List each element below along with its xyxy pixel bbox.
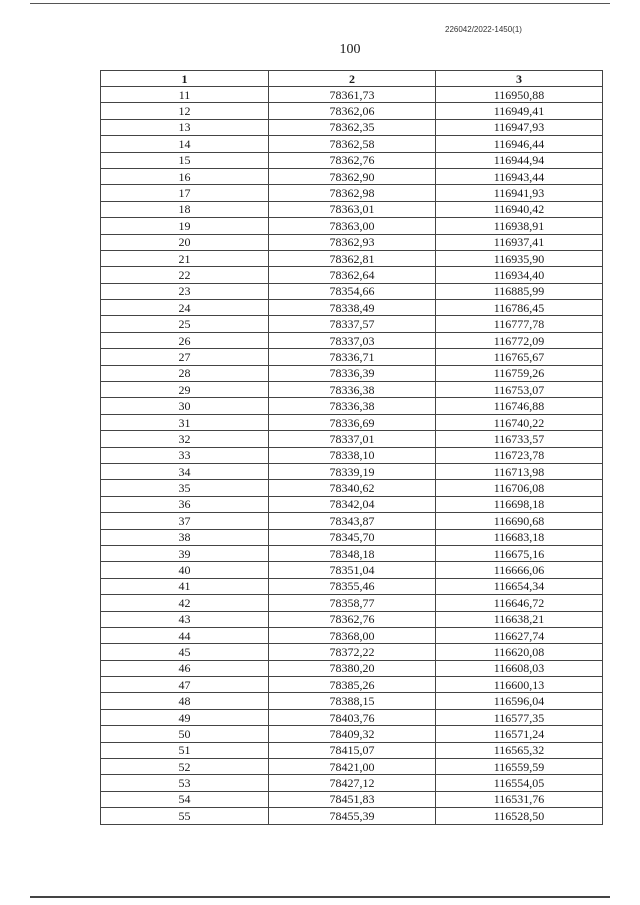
top-rule [30,3,610,4]
x-coordinate-cell: 78362,81 [269,250,436,266]
y-coordinate-cell: 116600,13 [436,677,603,693]
point-number-cell: 12 [101,103,269,119]
table-row [101,218,603,234]
x-coordinate-cell: 78363,01 [269,201,436,217]
x-coordinate-cell: 78358,77 [269,595,436,611]
x-coordinate-cell: 78421,00 [269,759,436,775]
table-row [101,136,603,152]
y-coordinate-cell: 116577,35 [436,709,603,725]
point-number-cell: 32 [101,431,269,447]
table-row [101,791,603,807]
x-coordinate-cell: 78363,00 [269,218,436,234]
point-number-cell: 15 [101,152,269,168]
point-number-cell: 25 [101,316,269,332]
x-coordinate-cell: 78372,22 [269,644,436,660]
column-header: 3 [436,71,603,87]
point-number-cell: 42 [101,595,269,611]
table-row [101,808,603,824]
table-row [101,119,603,135]
y-coordinate-cell: 116675,16 [436,545,603,561]
table-row [101,742,603,758]
y-coordinate-cell: 116638,21 [436,611,603,627]
point-number-cell: 37 [101,513,269,529]
x-coordinate-cell: 78336,38 [269,398,436,414]
x-coordinate-cell: 78380,20 [269,660,436,676]
point-number-cell: 48 [101,693,269,709]
point-number-cell: 38 [101,529,269,545]
y-coordinate-cell: 116943,44 [436,168,603,184]
y-coordinate-cell: 116746,88 [436,398,603,414]
table-row [101,513,603,529]
x-coordinate-cell: 78362,35 [269,119,436,135]
table-row [101,726,603,742]
x-coordinate-cell: 78427,12 [269,775,436,791]
y-coordinate-cell: 116654,34 [436,578,603,594]
y-coordinate-cell: 116559,59 [436,759,603,775]
y-coordinate-cell: 116934,40 [436,267,603,283]
point-number-cell: 13 [101,119,269,135]
table-row [101,201,603,217]
table-row [101,103,603,119]
table-row [101,431,603,447]
x-coordinate-cell: 78385,26 [269,677,436,693]
point-number-cell: 52 [101,759,269,775]
table-row [101,595,603,611]
x-coordinate-cell: 78342,04 [269,496,436,512]
table-row [101,316,603,332]
point-number-cell: 54 [101,791,269,807]
point-number-cell: 50 [101,726,269,742]
table-row [101,332,603,348]
y-coordinate-cell: 116740,22 [436,414,603,430]
y-coordinate-cell: 116723,78 [436,447,603,463]
y-coordinate-cell: 116528,50 [436,808,603,824]
table-row [101,414,603,430]
y-coordinate-cell: 116944,94 [436,152,603,168]
x-coordinate-cell: 78362,06 [269,103,436,119]
x-coordinate-cell: 78338,49 [269,300,436,316]
table-row [101,709,603,725]
y-coordinate-cell: 116777,78 [436,316,603,332]
y-coordinate-cell: 116627,74 [436,627,603,643]
x-coordinate-cell: 78339,19 [269,463,436,479]
table-row [101,398,603,414]
point-number-cell: 43 [101,611,269,627]
table-row [101,168,603,184]
x-coordinate-cell: 78355,46 [269,578,436,594]
point-number-cell: 27 [101,349,269,365]
point-number-cell: 45 [101,644,269,660]
table-row [101,562,603,578]
x-coordinate-cell: 78362,76 [269,611,436,627]
bottom-rule [30,896,610,898]
table-row [101,267,603,283]
x-coordinate-cell: 78336,38 [269,382,436,398]
point-number-cell: 53 [101,775,269,791]
x-coordinate-cell: 78455,39 [269,808,436,824]
y-coordinate-cell: 116941,93 [436,185,603,201]
table-row [101,300,603,316]
x-coordinate-cell: 78337,57 [269,316,436,332]
y-coordinate-cell: 116946,44 [436,136,603,152]
x-coordinate-cell: 78337,01 [269,431,436,447]
table-row [101,644,603,660]
column-header: 1 [101,71,269,87]
point-number-cell: 28 [101,365,269,381]
y-coordinate-cell: 116772,09 [436,332,603,348]
y-coordinate-cell: 116608,03 [436,660,603,676]
point-number-cell: 26 [101,332,269,348]
point-number-cell: 31 [101,414,269,430]
table-row [101,627,603,643]
y-coordinate-cell: 116947,93 [436,119,603,135]
y-coordinate-cell: 116938,91 [436,218,603,234]
y-coordinate-cell: 116950,88 [436,87,603,103]
point-number-cell: 24 [101,300,269,316]
point-number-cell: 11 [101,87,269,103]
table-row [101,775,603,791]
point-number-cell: 17 [101,185,269,201]
table-row [101,611,603,627]
point-number-cell: 51 [101,742,269,758]
y-coordinate-cell: 116759,26 [436,365,603,381]
table-row [101,152,603,168]
point-number-cell: 16 [101,168,269,184]
y-coordinate-cell: 116531,76 [436,791,603,807]
x-coordinate-cell: 78368,00 [269,627,436,643]
x-coordinate-cell: 78362,98 [269,185,436,201]
point-number-cell: 22 [101,267,269,283]
point-number-cell: 46 [101,660,269,676]
point-number-cell: 30 [101,398,269,414]
x-coordinate-cell: 78362,64 [269,267,436,283]
x-coordinate-cell: 78362,93 [269,234,436,250]
point-number-cell: 23 [101,283,269,299]
table-row [101,365,603,381]
y-coordinate-cell: 116666,06 [436,562,603,578]
point-number-cell: 14 [101,136,269,152]
x-coordinate-cell: 78336,39 [269,365,436,381]
y-coordinate-cell: 116733,57 [436,431,603,447]
x-coordinate-cell: 78403,76 [269,709,436,725]
table-row [101,480,603,496]
point-number-cell: 47 [101,677,269,693]
y-coordinate-cell: 116596,04 [436,693,603,709]
x-coordinate-cell: 78338,10 [269,447,436,463]
table-row [101,447,603,463]
y-coordinate-cell: 116706,08 [436,480,603,496]
column-header: 2 [269,71,436,87]
x-coordinate-cell: 78409,32 [269,726,436,742]
x-coordinate-cell: 78451,83 [269,791,436,807]
table-row [101,496,603,512]
x-coordinate-cell: 78388,15 [269,693,436,709]
y-coordinate-cell: 116646,72 [436,595,603,611]
table-row [101,87,603,103]
point-number-cell: 41 [101,578,269,594]
coordinates-table [100,70,603,825]
x-coordinate-cell: 78336,71 [269,349,436,365]
point-number-cell: 19 [101,218,269,234]
point-number-cell: 18 [101,201,269,217]
y-coordinate-cell: 116565,32 [436,742,603,758]
y-coordinate-cell: 116713,98 [436,463,603,479]
x-coordinate-cell: 78345,70 [269,529,436,545]
x-coordinate-cell: 78362,90 [269,168,436,184]
table-row [101,283,603,299]
table-row [101,660,603,676]
table-row [101,463,603,479]
table-row [101,382,603,398]
x-coordinate-cell: 78343,87 [269,513,436,529]
y-coordinate-cell: 116554,05 [436,775,603,791]
y-coordinate-cell: 116940,42 [436,201,603,217]
y-coordinate-cell: 116937,41 [436,234,603,250]
x-coordinate-cell: 78362,58 [269,136,436,152]
point-number-cell: 40 [101,562,269,578]
point-number-cell: 35 [101,480,269,496]
x-coordinate-cell: 78336,69 [269,414,436,430]
table-row [101,677,603,693]
point-number-cell: 36 [101,496,269,512]
table-row [101,545,603,561]
point-number-cell: 55 [101,808,269,824]
x-coordinate-cell: 78354,66 [269,283,436,299]
table-row [101,693,603,709]
x-coordinate-cell: 78362,76 [269,152,436,168]
table-row [101,185,603,201]
y-coordinate-cell: 116765,67 [436,349,603,365]
x-coordinate-cell: 78348,18 [269,545,436,561]
point-number-cell: 34 [101,463,269,479]
point-number-cell: 21 [101,250,269,266]
y-coordinate-cell: 116786,45 [436,300,603,316]
y-coordinate-cell: 116698,18 [436,496,603,512]
y-coordinate-cell: 116885,99 [436,283,603,299]
table-header-row [101,71,603,87]
table-row [101,578,603,594]
y-coordinate-cell: 116683,18 [436,529,603,545]
table-row [101,529,603,545]
table-row [101,759,603,775]
point-number-cell: 29 [101,382,269,398]
y-coordinate-cell: 116753,07 [436,382,603,398]
document-code: 226042/2022-1450(1) [445,25,522,34]
table-row [101,234,603,250]
x-coordinate-cell: 78351,04 [269,562,436,578]
y-coordinate-cell: 116949,41 [436,103,603,119]
point-number-cell: 49 [101,709,269,725]
y-coordinate-cell: 116935,90 [436,250,603,266]
point-number-cell: 44 [101,627,269,643]
y-coordinate-cell: 116690,68 [436,513,603,529]
table-body [101,87,603,825]
y-coordinate-cell: 116620,08 [436,644,603,660]
x-coordinate-cell: 78337,03 [269,332,436,348]
point-number-cell: 33 [101,447,269,463]
x-coordinate-cell: 78415,07 [269,742,436,758]
point-number-cell: 20 [101,234,269,250]
page-number: 100 [339,42,361,57]
point-number-cell: 39 [101,545,269,561]
y-coordinate-cell: 116571,24 [436,726,603,742]
x-coordinate-cell: 78361,73 [269,87,436,103]
table-row [101,349,603,365]
x-coordinate-cell: 78340,62 [269,480,436,496]
table-row [101,250,603,266]
